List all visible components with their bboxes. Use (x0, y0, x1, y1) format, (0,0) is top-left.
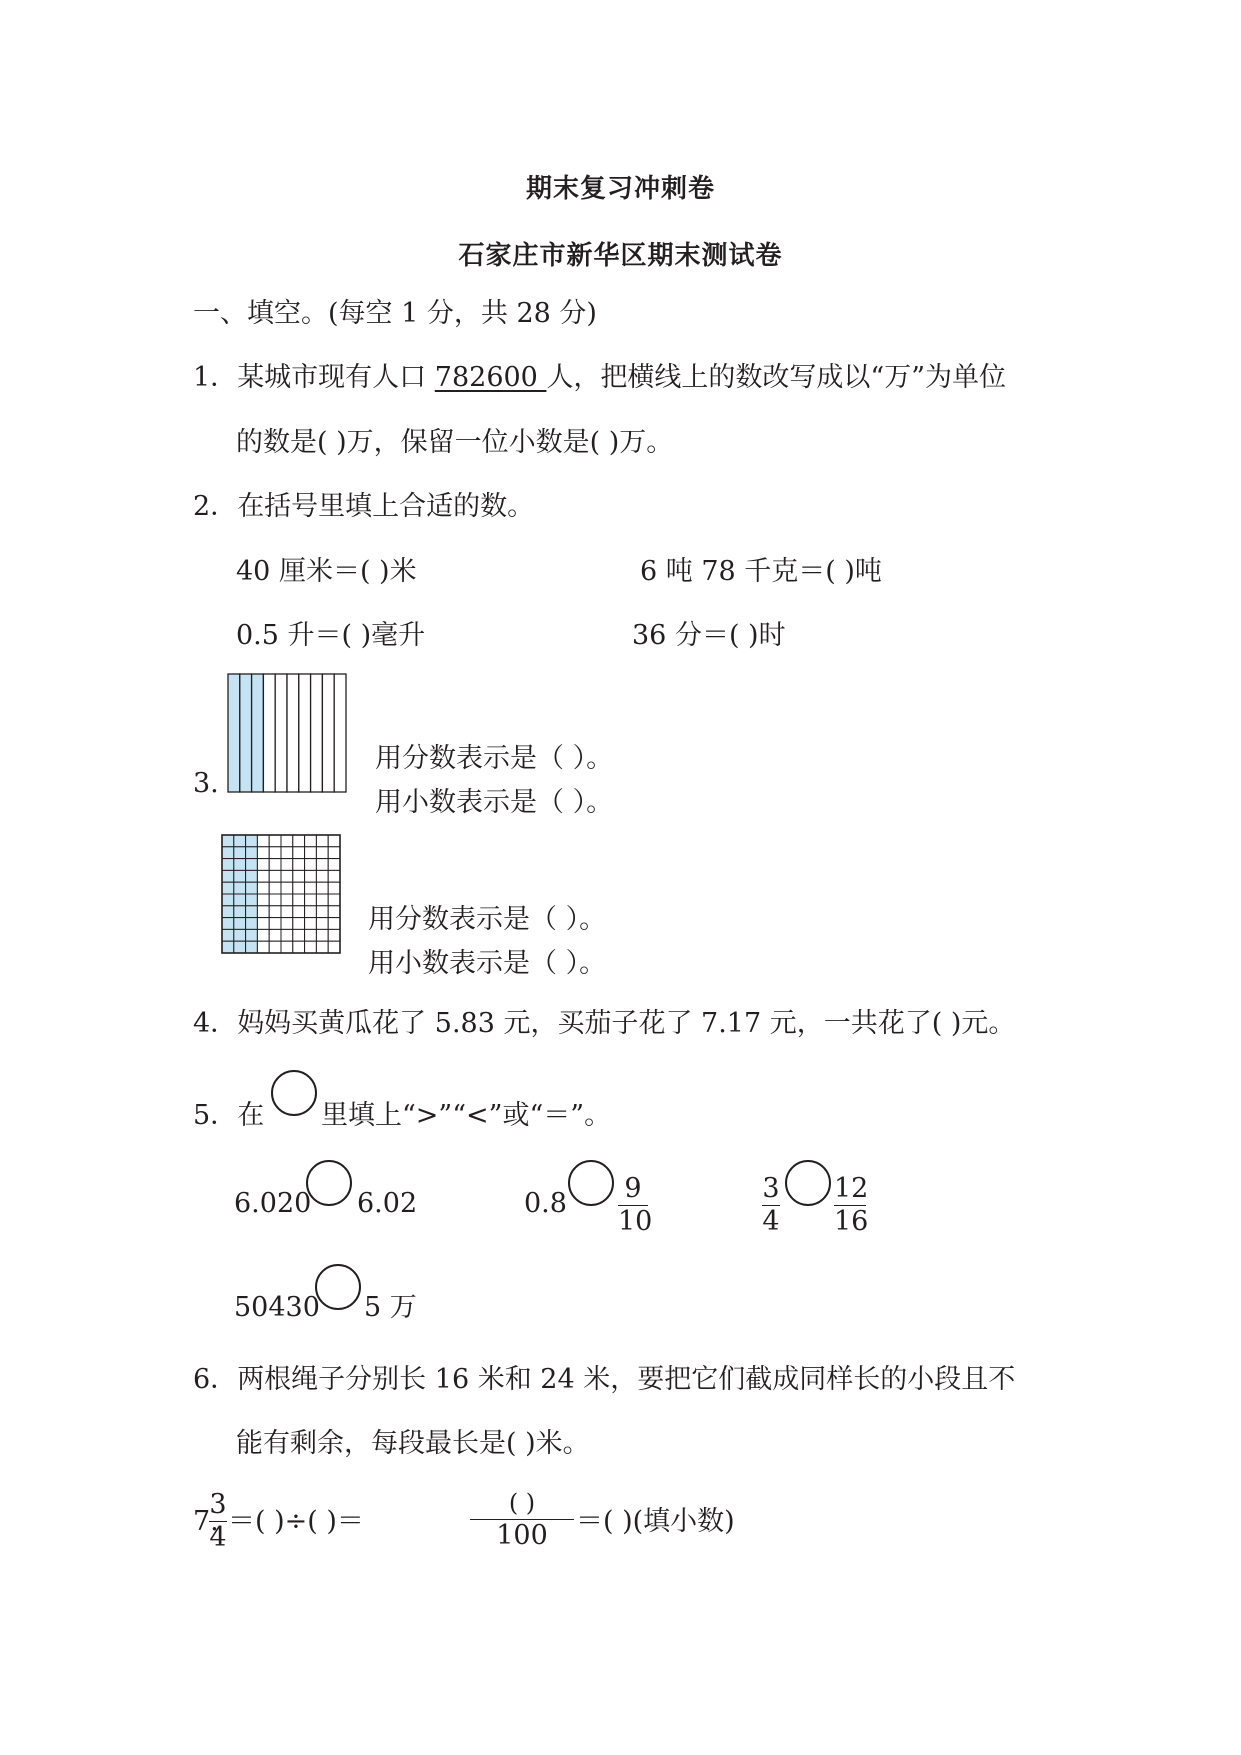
question-number: 6． (193, 1364, 238, 1395)
grid-cell (305, 859, 317, 871)
grid-cell (293, 906, 305, 918)
grid-cell (305, 847, 317, 859)
grid-cell (293, 918, 305, 930)
grid-cell (328, 870, 340, 882)
grid-cell (293, 929, 305, 941)
grid-cell (316, 929, 328, 941)
grid-cell (293, 859, 305, 871)
grid-cell (328, 835, 340, 847)
grid-cell (281, 929, 293, 941)
grid-cell (257, 929, 269, 941)
shaded-grid-cell (246, 847, 258, 859)
shaded-grid-cell (222, 835, 234, 847)
grid-cell (257, 918, 269, 930)
fraction-numerator: 12 (834, 1173, 869, 1204)
shaded-grid-cell (234, 835, 246, 847)
grid-cell (257, 870, 269, 882)
grid-cell (328, 929, 340, 941)
fraction-numerator: 3 (762, 1173, 780, 1204)
grid-cell (328, 847, 340, 859)
q2-item: 36 分＝( )时 (632, 620, 786, 651)
shaded-grid-cell (246, 835, 258, 847)
grid-cell (281, 870, 293, 882)
fraction (834, 1173, 869, 1237)
grid-cell (257, 941, 269, 953)
question-number: 5． (193, 1100, 238, 1131)
q5-text-a: 在 (237, 1100, 265, 1131)
fraction-numerator: 9 (624, 1173, 642, 1204)
shaded-grid-cell (222, 870, 234, 882)
fig2-decimal-line: 用小数表示是（ ）。 (368, 948, 607, 979)
shaded-grid-cell (234, 882, 246, 894)
grid-cell (281, 859, 293, 871)
shaded-grid-cell (222, 906, 234, 918)
grid-cell (293, 847, 305, 859)
shaded-grid-cell (222, 929, 234, 941)
compare-left: 0.8 (524, 1188, 567, 1219)
q2-text: 在括号里填上合适的数。 (237, 491, 535, 522)
grid-cell (269, 929, 281, 941)
strip-cell (311, 674, 323, 792)
paper-title: 期末复习冲刺卷 (525, 174, 715, 204)
fraction-denominator: 4 (209, 1522, 227, 1553)
grid-cell (305, 918, 317, 930)
shaded-grid-cell (234, 929, 246, 941)
grid-cell (328, 859, 340, 871)
question-number: 1． (193, 362, 238, 393)
grid-cell (281, 894, 293, 906)
grid-cell (281, 906, 293, 918)
grid-cell (257, 894, 269, 906)
compare-left: 50430 (234, 1292, 320, 1323)
grid-cell (293, 835, 305, 847)
strip-cell (287, 674, 299, 792)
grid-cell (316, 835, 328, 847)
question-number: 3. (193, 768, 219, 799)
blank-circle[interactable] (271, 1070, 317, 1116)
question-4 (193, 1006, 1015, 1042)
shaded-grid-cell (234, 847, 246, 859)
compare-right: 6.02 (357, 1188, 418, 1219)
shaded-grid-cell (234, 918, 246, 930)
q5-text-b: 里填上“>”“<”或“＝”。 (321, 1100, 612, 1131)
shaded-grid-cell (234, 906, 246, 918)
compare-left: 6.020 (234, 1188, 312, 1219)
shaded-grid-cell (234, 941, 246, 953)
fraction-numerator: ( ) (508, 1489, 536, 1517)
q7-segment-1: ＝( )÷( )＝ (228, 1506, 364, 1537)
grid-cell (316, 941, 328, 953)
q2-item: 6 吨 78 千克＝( )吨 (640, 556, 882, 587)
grid-cell (328, 941, 340, 953)
strip-cell (299, 674, 311, 792)
fraction-denominator: 16 (834, 1206, 869, 1237)
fraction (762, 1174, 780, 1237)
section-heading: 一、填空。(每空 1 分，共 28 分) (193, 298, 597, 329)
fraction-numerator: 3 (209, 1489, 227, 1520)
shaded-grid-cell (222, 894, 234, 906)
grid-cell (316, 894, 328, 906)
q1-line-2: 的数是( )万，保留一位小数是( )万。 (236, 427, 674, 458)
q1-text-b: 人，把横线上的数改写成以“万”为单位 (546, 362, 1007, 393)
question-6 (193, 1362, 1015, 1398)
fig1-fraction-line: 用分数表示是（ ）。 (375, 743, 614, 774)
grid-cell (316, 847, 328, 859)
question-1 (193, 360, 1006, 396)
grid-cell (293, 894, 305, 906)
grid-cell (281, 918, 293, 930)
grid-cell (269, 859, 281, 871)
grid-cell (305, 835, 317, 847)
shaded-grid-cell (234, 870, 246, 882)
compare-circle[interactable] (568, 1160, 614, 1206)
grid-cell (257, 906, 269, 918)
grid-cell (293, 941, 305, 953)
grid-cell (281, 835, 293, 847)
compare-right: 5 万 (364, 1292, 417, 1323)
strip-cell (322, 674, 334, 792)
fraction (209, 1490, 227, 1553)
grid-cell (305, 894, 317, 906)
hundred-grid-figure (220, 833, 342, 955)
grid-cell (281, 941, 293, 953)
shaded-grid-cell (246, 882, 258, 894)
grid-cell (269, 870, 281, 882)
underlined-number: 782600 (434, 362, 547, 393)
grid-cell (305, 941, 317, 953)
grid-cell (293, 870, 305, 882)
grid-cell (269, 847, 281, 859)
fig2-fraction-line: 用分数表示是（ ）。 (368, 904, 607, 935)
grid-cell (328, 906, 340, 918)
fraction-denominator: 10 (618, 1206, 653, 1237)
grid-cell (328, 882, 340, 894)
paper-subtitle: 石家庄市新华区期末测试卷 (458, 241, 783, 271)
grid-cell (281, 847, 293, 859)
question-number: 2． (193, 491, 238, 522)
grid-cell (316, 918, 328, 930)
shaded-grid-cell (234, 894, 246, 906)
grid-cell (257, 847, 269, 859)
question-2 (193, 489, 534, 525)
shaded-grid-cell (246, 859, 258, 871)
q2-item: 0.5 升＝( )毫升 (236, 620, 426, 651)
q7-segment-2: ＝( )(填小数) (576, 1506, 735, 1537)
shaded-strip-cell (228, 674, 240, 792)
question-number: 7. (193, 1506, 219, 1537)
fig1-decimal-line: 用小数表示是（ ）。 (375, 787, 614, 818)
fraction (618, 1173, 653, 1237)
q1-text-a: 某城市现有人口 (237, 362, 435, 393)
shaded-grid-cell (234, 859, 246, 871)
shaded-grid-cell (222, 941, 234, 953)
grid-cell (269, 941, 281, 953)
question-number: 4． (193, 1008, 238, 1039)
shaded-grid-cell (246, 870, 258, 882)
grid-cell (305, 870, 317, 882)
shaded-grid-cell (222, 918, 234, 930)
compare-circle[interactable] (315, 1264, 361, 1310)
q4-text: 妈妈买黄瓜花了 5.83 元，买茄子花了 7.17 元，一共花了( )元。 (237, 1008, 1016, 1039)
shaded-grid-cell (246, 906, 258, 918)
q2-item: 40 厘米＝( )米 (236, 556, 417, 587)
grid-cell (281, 882, 293, 894)
shaded-grid-cell (246, 894, 258, 906)
shaded-grid-cell (246, 929, 258, 941)
grid-cell (269, 894, 281, 906)
shaded-strip-cell (240, 674, 252, 792)
grid-cell (269, 906, 281, 918)
grid-cell (257, 882, 269, 894)
shaded-grid-cell (222, 882, 234, 894)
grid-cell (305, 929, 317, 941)
strip-cell (334, 674, 346, 792)
grid-cell (293, 882, 305, 894)
shaded-grid-cell (222, 859, 234, 871)
strip-cell (263, 674, 275, 792)
compare-circle[interactable] (306, 1160, 352, 1206)
q6-line-2: 能有剩余，每段最长是( )米。 (236, 1428, 590, 1459)
grid-cell (269, 918, 281, 930)
strip-figure (226, 672, 348, 794)
fraction (470, 1488, 574, 1551)
grid-cell (305, 906, 317, 918)
shaded-grid-cell (246, 941, 258, 953)
compare-circle[interactable] (785, 1160, 831, 1206)
grid-cell (328, 918, 340, 930)
grid-cell (316, 859, 328, 871)
strip-cell (275, 674, 287, 792)
shaded-grid-cell (246, 918, 258, 930)
q6-line-1: 两根绳子分别长 16 米和 24 米，要把它们截成同样长的小段且不 (237, 1364, 1016, 1395)
grid-cell (257, 859, 269, 871)
grid-cell (316, 882, 328, 894)
shaded-grid-cell (222, 847, 234, 859)
grid-cell (316, 906, 328, 918)
shaded-strip-cell (252, 674, 264, 792)
grid-cell (269, 882, 281, 894)
grid-cell (257, 835, 269, 847)
fraction-denominator: 4 (762, 1206, 780, 1237)
fraction-denominator: 100 (496, 1520, 548, 1551)
grid-cell (305, 882, 317, 894)
grid-cell (269, 835, 281, 847)
grid-cell (328, 894, 340, 906)
grid-cell (316, 870, 328, 882)
question-5 (193, 1098, 264, 1134)
